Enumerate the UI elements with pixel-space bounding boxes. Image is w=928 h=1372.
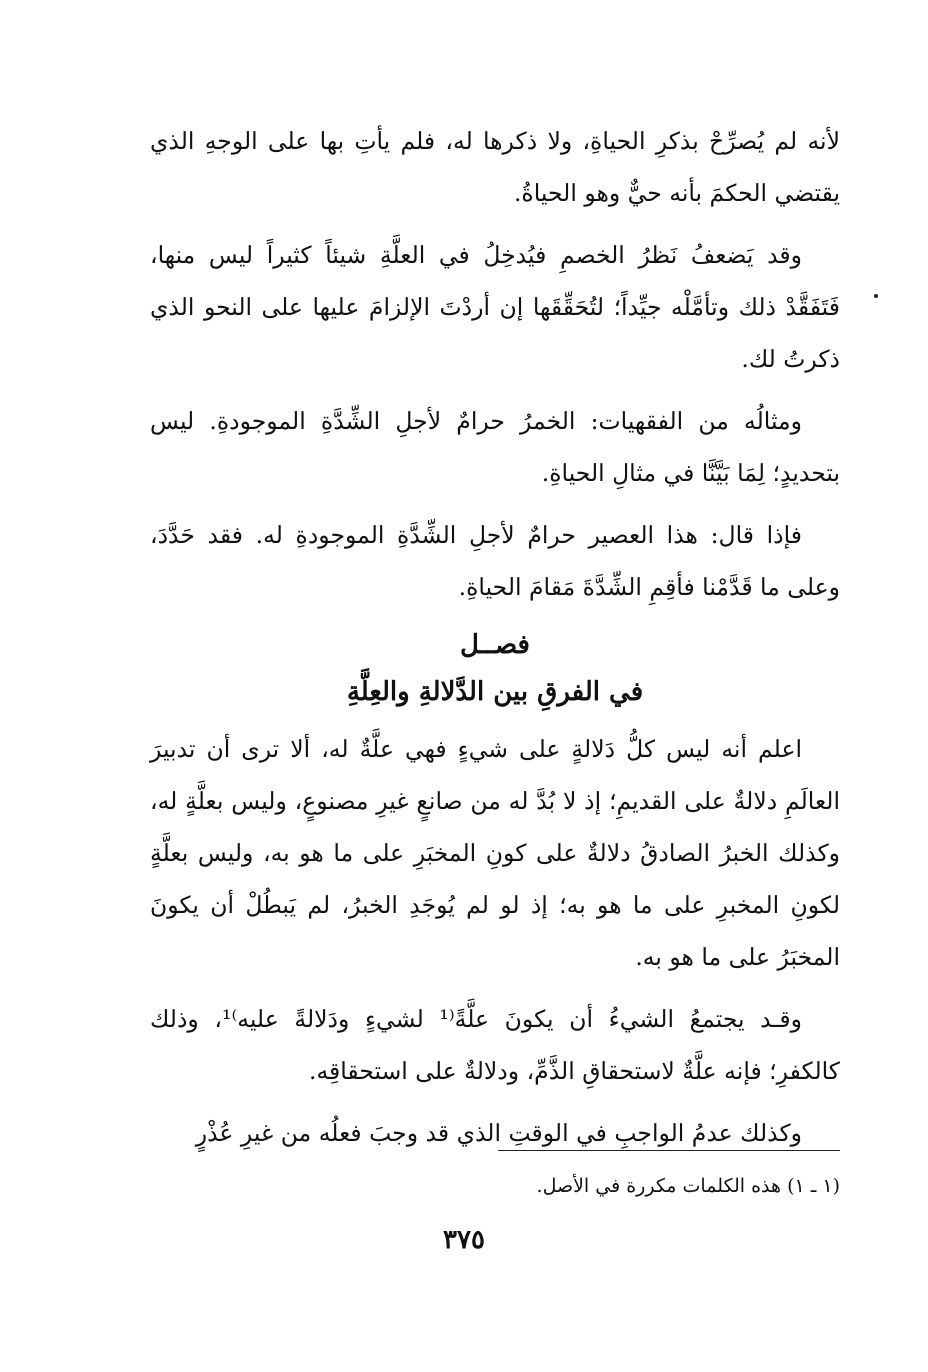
section-title: في الفرقِ بين الدَّلالةِ والعِلَّةِ [346, 677, 644, 707]
paragraph-7: وكذلك عدمُ الواجبِ في الوقتِ الذي قد وجبَ فعلُه من غيرِ عُذْرٍ [195, 1119, 802, 1147]
page-body [150, 115, 840, 1169]
paragraph-2: وقد يَضعفُ نَظرُ الخصمِ فيُدخِلُ في العلَّةِ شيئاً كثيراً ليس منها، فَتَفَقَّدْ ذلك وتأمَّلْه جيِّداً؛ لتُحَقِّقَها إن أردْتَ الإلزامَ عليها على النحو الذي ذكرتُ لك. [150, 241, 840, 373]
footnote: (١ ـ ١) هذه الكلمات مكررة في الأصل. [536, 1175, 840, 1197]
footnote-divider [498, 1150, 840, 1151]
paragraph-6: وقـد يجتمعُ الشيءُ أن يكونَ علَّةً⁽¹ لشيءٍ ودَلالةً عليه⁾¹، وذلك كالكفرِ؛ فإنه علَّةٌ لاستحقاقِ الذَّمِّ، ودلالةٌ على استحقاقِه. [150, 1005, 840, 1085]
section-header [150, 623, 840, 717]
paragraph-3: ومثالُه من الفقهيات: الخمرُ حرامٌ لأجلِ الشِّدَّةِ الموجودةِ. ليس بتحديدٍ؛ لِمَا بَيَّنَّا في مثالِ الحياةِ. [150, 407, 840, 487]
paragraph-1: لأنه لم يُصرِّحْ بذكرِ الحياةِ، ولا ذكرها له، فلم يأتِ بها على الوجهِ الذي يقتضي الحكمَ بأنه حيٌّ وهو الحياةُ. [150, 127, 840, 207]
paragraph-5: اعلم أنه ليس كلُّ دَلالةٍ على شيءٍ فهي علَّةٌ له، ألا ترى أن تدبيرَ العالَمِ دلالةٌ على القديمِ؛ إذ لا بُدَّ له من صانعٍ غيرِ مصنوعٍ، وليس بعلَّةٍ له، وكذلك الخبرُ الصادقُ دلالةٌ على كونِ المخبَرِ على ما هو به، وليس بعلَّةٍ لكونِ المخبرِ على ما هو به؛ إذ لو لم يُوجَدِ الخبرُ، لم يَبطُلْ أن يكونَ المخبَرُ على ما هو به. [150, 735, 840, 971]
page-number: ٣٧٥ [443, 1225, 485, 1255]
paragraph-4: فإذا قال: هذا العصير حرامٌ لأجلِ الشِّدَّةِ الموجودةِ له. فقد حَدَّدَ، وعلى ما قَدَّمْنا فأقِمِ الشِّدَّةَ مَقامَ الحياةِ. [150, 521, 840, 601]
section-heading: فصــل [460, 630, 530, 660]
margin-dot [874, 294, 878, 298]
